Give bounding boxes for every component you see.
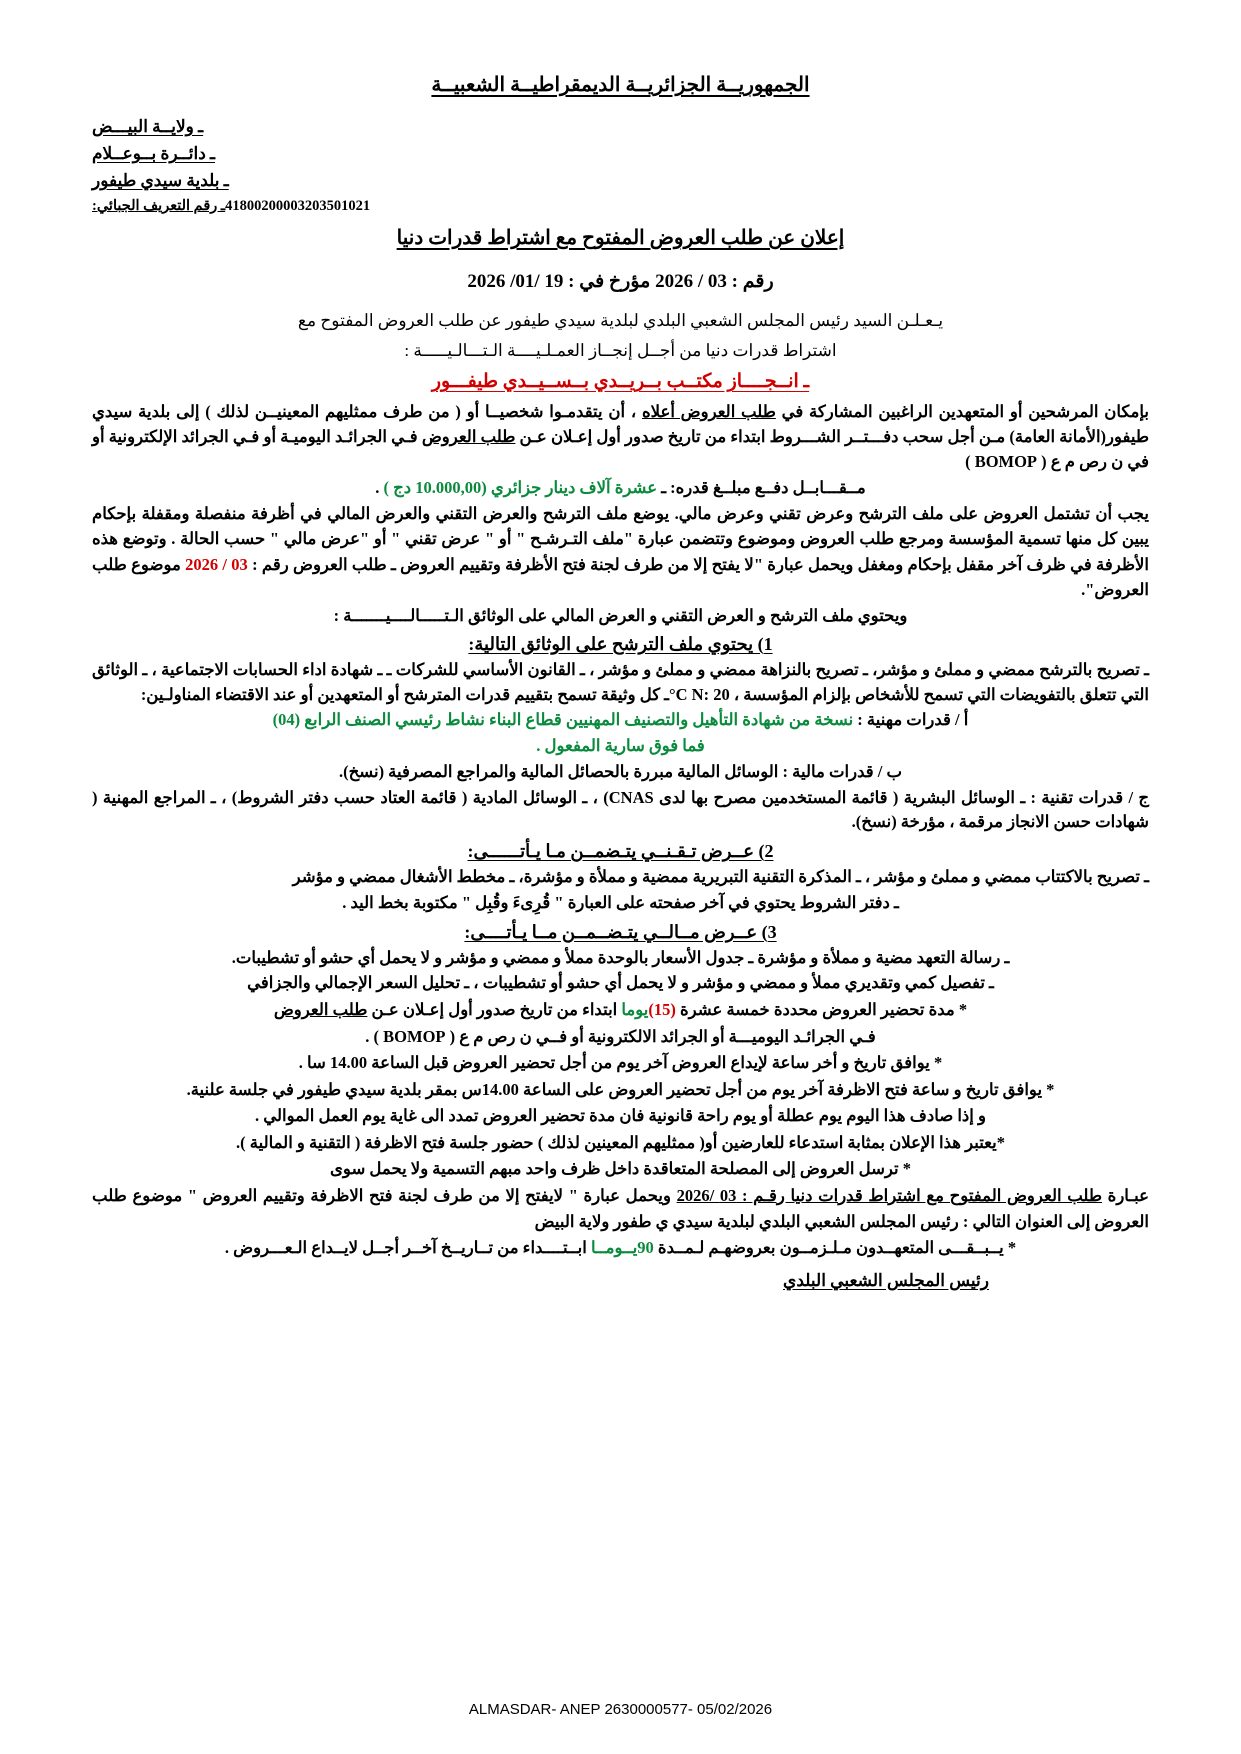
- notice-holiday-extension: و إذا صادف هذا اليوم يوم عطلة أو يوم راحة قانونية فان مدة تحضير العروض تمدد الى غاية يوم العمل الموالي .: [255, 1106, 986, 1126]
- notice-7-days-word: يــومــا: [590, 1238, 638, 1258]
- notice-6-prefix: عبـارة: [1102, 1185, 1149, 1205]
- notice-1-mid: ابتداء من تاريخ صدور أول إعـلان عـن: [367, 1000, 622, 1020]
- notice-publication-media: فـي الجرائـد اليوميـــة أو الجرائد الالكترونية أو فــي ن رص م ع ( BOMOP ) .: [365, 1026, 876, 1046]
- envelopes-tender-number: 03 / 2026: [185, 554, 248, 574]
- section-2-line-2: ـ دفتر الشروط يحتوي في آخر صفحته على العبارة " قُرِىءَ وقُبِل " مكتوبة بخط اليد .: [342, 892, 899, 912]
- fee-amount: عشرة آلاف دينار جزائري (10.000,00 دج ): [383, 478, 658, 498]
- item-b-text: الوسائل المالية مبررة بالحصائل المالية والمراجع المصرفية (نسخ).: [338, 761, 779, 781]
- reference-line: رقم : 03 / 2026 مؤرخ في : 19 /01/ 2026: [467, 271, 774, 292]
- daira-line: ـ دائــرة بــوعــلام: [92, 144, 216, 163]
- baladiya-line: ـ بلدية سيدي طيفور: [92, 171, 229, 190]
- notice-1-prefix: * مدة تحضير العروض محددة خمسة عشرة: [675, 1000, 968, 1020]
- para1-tender-word: طلب العروض: [421, 427, 516, 447]
- notice-7-prefix: * يــبــقـــى المتعهــدون مـلـزمــون بعروضهـم لـمــدة: [653, 1238, 1017, 1258]
- section-2-line-1: ـ تصريح بالاكتتاب ممضي و مملئ و مؤشر ، ـ المذكرة التقنية التبريرية ممضية و مملأة و مؤشرة، ـ مخطط الأشغال ممضي و مؤشر: [292, 867, 1149, 887]
- notice-1-days-word: يوما: [621, 1000, 649, 1020]
- tax-id-label: ـ رقم التعريف الجبائي:: [92, 198, 226, 214]
- item-a-green: نسخة من شهادة التأهيل والتصنيف المهنيين قطاع البناء نشاط رئيسي الصنف الرابع (04): [272, 710, 854, 730]
- notice-1-tender-word: طلب العروض: [273, 1000, 368, 1020]
- signature-title: رئيس المجلس الشعبي البلدي: [783, 1270, 989, 1290]
- signature-block: [92, 1271, 1149, 1291]
- intro-line-1: يـعـلـن السيد رئيس المجلس الشعبي البلدي لبلدية سيدي طيفور عن طلب العروض المفتوح مع: [297, 311, 944, 330]
- fee-suffix: .: [375, 478, 384, 498]
- envelopes-text-end: موضوع طلب العروض".: [92, 554, 1149, 599]
- notice-invitation: *يعتبر هذا الإعلان بمثابة استدعاء للعارضين أو( ممثليهم المعينين لذلك ) حضور جلسة فتح الاظرفة ( التقنية و المالية ).: [236, 1132, 1005, 1152]
- para1-part-a: بإمكان المرشحين أو المتعهدين الراغبين المشاركة في: [775, 402, 1150, 422]
- administrative-block: [92, 117, 1149, 191]
- notice-deposit-deadline: * يوافق تاريخ و أخر ساعة لإيداع العروض آخر يوم من أجل تحضير العروض قبل الساعة 14.00 سا .: [298, 1053, 943, 1073]
- item-b-label: ب / قدرات مالية :: [778, 761, 902, 781]
- section-2-heading: 2) عــرض تـقـنــي يتـضمــن مـا يـأتــــــى:: [467, 841, 774, 862]
- notice-7-days-number: 90: [637, 1238, 654, 1258]
- para1-tender-ref: طلب العروض أعلاه: [641, 402, 776, 422]
- section-1-item-a: [92, 708, 1149, 733]
- section-3-line-2: ـ تفصيل كمي وتقديري مملأ و ممضي و مؤشر و لا يحمل أي حشو أو تشطيبات ، ـ تحليل السعر الإجمالي والجزافي: [247, 973, 994, 993]
- item-c-label: ج / قدرات تقنية :: [1025, 787, 1150, 807]
- wilaya-line: ـ ولايــة البيـــض: [92, 117, 204, 136]
- section-1-item-a-cont: فما فوق سارية المفعول .: [536, 736, 705, 756]
- notice-sealed-envelope: * ترسل العروض إلى المصلحة المتعاقدة داخل ظرف واحد مبهم التسمية ولا يحمل سوى: [330, 1159, 911, 1179]
- section-3-heading: 3) عــرض مــالــي يتـضــمــن مــا يـأتــــى:: [464, 921, 777, 942]
- notice-7-suffix: ابــتــــداء من تــاريــخ آخــر أجــل لايــداع الـعـــروض .: [224, 1238, 591, 1258]
- para1-part-c: ، أن يتقدمـوا شخصيــا أو ( من طرف ممثليهم المعينيــن لذلك ) إلى بلدية سيدي طيفور(الأمانة العامة) مـن أجل سحب دفـــتــر الشـــروط ابتداء من تاريخ صدور أول إعـلان عـن: [92, 402, 1150, 447]
- tax-id-line: [92, 198, 1149, 215]
- notice-6-tender-title: طلب العروض المفتوح مع اشتراط قدرات دنيا رقـم : 03 /2026: [676, 1185, 1103, 1205]
- section-1-item-c: [92, 786, 1149, 836]
- para1-part-e: فـي الجرائـد اليوميـة أو فـي الجرائد الإلكترونية أو في ن رص م ع ( BOMOP ): [92, 427, 1149, 472]
- item-a-label: أ / قدرات مهنية :: [853, 710, 969, 730]
- announcement-title: إعلان عن طلب العروض المفتوح مع اشتراط قدرات دنيا: [396, 227, 845, 249]
- intro-line-2: اشتراط قدرات دنيا من أجــل إنجــاز العمـلـيــــة الـتـــالـيـــــة :: [404, 340, 837, 360]
- section-1-heading: 1) يحتوي ملف الترشح على الوثائق التالية:: [468, 633, 773, 654]
- item-c-text: ـ الوسائل البشرية ( قائمة المستخدمين مصرح بها لدى CNAS) ، ـ الوسائل المادية ( قائمة العتاد حسب دفتر الشروط) ، ـ المراجع المهنية ( شهادات حسن الانجاز مرقمة ، مؤرخة (نسخ).: [92, 787, 1149, 832]
- notice-preparation-period: [92, 997, 1149, 1023]
- envelopes-text: يجب أن تشتمل العروض على ملف الترشح وعرض تقني وعرض مالي. يوضع ملف الترشح والعرض التقني والعرض المالي في أظرفة منفصلة ومقفلة بإحكام يبين كل منها تسمية المؤسسة ومرجع طلب العروض وموضوع وتتضمن عبارة "ملف التـرشـح " أو " عرض تقني " أو "عرض مالي " حسب الحالة . وتوضع هذه الأظرفة في ظرف آخر مقفل بإحكام ومغفل ويحمل عبارة "لا يفتح إلا من طرف لجنة فتح الأظرفة وتقييم العروض ـ طلب العروض رقم :: [92, 504, 1149, 574]
- section-3-line-1: ـ رسالة التعهد مضية و مملأة و مؤشرة ـ جدول الأسعار بالوحدة مملأ و ممضي و مؤشر و لا يحمل أي حشو أو تشطيبات.: [231, 947, 1010, 967]
- section-1-body: ـ تصريح بالترشح ممضي و مملئ و مؤشر، ـ تصريح بالنزاهة ممضي و مملئ و مؤشر ، ـ القانون الأساسي للشركات ـ ـ شهادة اداء الحسابات الاجتماعية ، ـ الوثائق التي تتعلق بالتفويضات التي تسمح للأشخاص بإلزام المؤسسة ، 20 :C N°ـ كل وثيقة تسمح بتقييم قدرات المترشح أو المتعهدين أو عند الاقتضاء المناولـين:: [92, 659, 1149, 704]
- paragraph-participation: [92, 399, 1149, 474]
- notice-validity-period: [92, 1235, 1149, 1261]
- fee-prefix: مــقـــابــل دفــع مبلــغ قدره: ـ: [657, 478, 866, 498]
- notice-opening-session: * يوافق تاريخ و ساعة فتح الاظرفة آخر يوم من أجل تحضير العروض على الساعة 14.00س بمقر بلدية سيدي طيفور في جلسة علنية.: [186, 1079, 1055, 1099]
- notice-6-rest: ويحمل عبارة " لايفتح إلا من طرف لجنة فتح الاظرفة وتقييم العروض " موضوع طلب العروض إلى العنوان التالي : رئيس المجلس الشعبي البلدي لبلدية سيدي ي طفور ولاية البيض: [92, 1185, 1149, 1231]
- footer-reference: ALMASDAR- ANEP 2630000577- 05/02/2026: [468, 1701, 773, 1718]
- paragraph-fee: [92, 475, 1149, 500]
- notice-envelope-wording: [92, 1183, 1149, 1234]
- notice-1-days-number: (15): [648, 1000, 676, 1020]
- paragraph-contents-intro: ويحتوي ملف الترشح و العرض التقني و العرض المالي على الوثائق الـتـــــالــــيـــــــة :: [333, 605, 908, 625]
- section-1-item-b: [92, 760, 1149, 785]
- tax-id-number: 41800200003203501021: [225, 198, 371, 214]
- project-object: ـ انــجــــاز مكتــب بــريــدي بــســيــدي طيفـــور: [431, 371, 810, 393]
- paragraph-envelopes: [92, 501, 1149, 601]
- republic-title: الجمهوريــة الجزائريــة الديمقراطيــة الشعبيــة: [431, 74, 810, 96]
